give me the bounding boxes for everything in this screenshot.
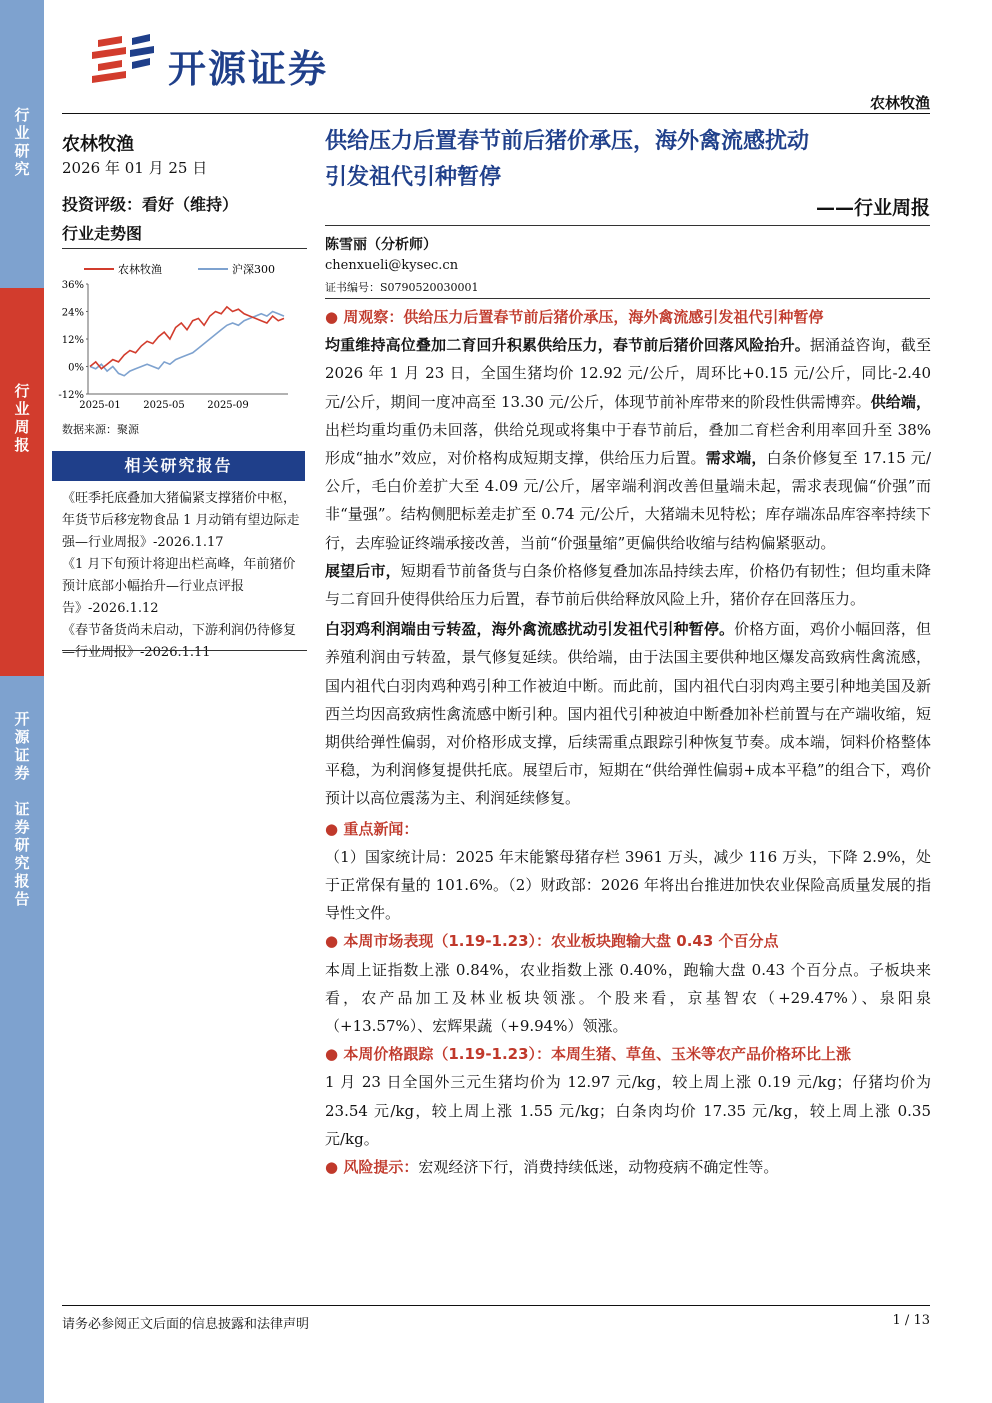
- paragraph-prices: 1 月 23 日全国外三元生猪均价为 12.97 元/kg，较上周上涨 0.19 元/kg；仔猪均价为 23.54 元/kg，较上周上涨 1.55 元/kg；白条肉均价 17.35 元/kg，较上周上涨 0.35 元/kg。: [325, 1073, 931, 1148]
- chart-source: 数据来源：聚源: [62, 423, 139, 436]
- paragraph-market: 本周上证指数上涨 0.84%，农业指数上涨 0.40%，跑输大盘 0.43 个百分点。子板块来看，农产品加工及林业板块领涨。个股来看，京基智农（+29.47%）、泉阳泉（+13.57%）、宏辉果蔬（+9.94%）领涨。: [325, 960, 931, 1036]
- side-band: [0, 0, 44, 1403]
- section-heading-risk: [325, 1153, 931, 1181]
- para-lead: 均重维持高位叠加二育回升积累供给压力，春节前后猪价回落风险抬升。: [325, 336, 810, 355]
- para-lead: 供给端，: [870, 392, 931, 411]
- investment-rating: 投资评级：看好（维持）: [62, 195, 239, 214]
- brand-mark-icon: [88, 34, 158, 88]
- page-number: 1 / 13: [892, 1313, 930, 1328]
- paragraph-outlook: [325, 557, 931, 613]
- paragraph-hog: [325, 331, 931, 557]
- x-tick-label: 2025-01: [79, 400, 121, 411]
- section-heading-market: [325, 927, 931, 955]
- side-label-industry-research: 行 业 研 究: [14, 106, 30, 178]
- side-label-weekly: 行 业 周 报: [14, 382, 30, 454]
- x-tick-label: 2025-09: [207, 400, 249, 411]
- trend-rule: [62, 248, 307, 249]
- legend-label-sector: 农林牧渔: [118, 263, 162, 276]
- y-tick-label: 36%: [61, 280, 84, 291]
- paragraph-news: （1）国家统计局：2025 年末能繁母猪存栏 3961 万头，减少 116 万头，下降 2.9%，处于正常保有量的 101.6%。（2）财政部：2026 年将出台推进加快农业保险高质量发展的指导性文件。: [325, 847, 931, 923]
- series-line-index: [90, 312, 284, 376]
- y-tick-label: 0%: [68, 362, 84, 374]
- related-report-item[interactable]: 《旺季托底叠加大猪偏紧支撑猪价中枢，年货节后移宠物食品 1 月动销有望边际走强—行业周报》-2026.1.17: [62, 491, 300, 550]
- report-subtitle: ——行业周报: [815, 197, 930, 219]
- analyst-name: 陈雪丽（分析师）: [325, 237, 437, 253]
- section-heading-text: 重点新闻：: [343, 819, 419, 838]
- sector-name: 农林牧渔: [62, 134, 134, 155]
- analyst-email[interactable]: chenxueli@kysec.cn: [325, 258, 459, 273]
- report-title-line: 引发祖代引种暂停: [325, 165, 502, 190]
- side-band-red-segment: [0, 288, 44, 676]
- bullet-icon: ●: [325, 932, 344, 951]
- title-rule: [325, 225, 930, 226]
- cert-rule: [325, 298, 930, 299]
- footer-disclaimer[interactable]: 请务必参阅正文后面的信息披露和法律声明: [62, 1317, 310, 1332]
- report-date: 2026 年 01 月 25 日: [62, 159, 208, 177]
- para-lead: 白羽鸡利润端由亏转盈，海外禽流感扰动引发祖代引种暂停。: [325, 620, 735, 639]
- paragraph-poultry: [325, 615, 931, 812]
- related-report-item[interactable]: 《1 月下旬预计将迎出栏高峰，年前猪价预计底部小幅抬升—行业点评报告》-2026.1.12: [62, 557, 296, 616]
- para-lead: 需求端，: [705, 449, 767, 468]
- related-report-item[interactable]: 《春节备货尚未启动，下游利润仍待修复—行业周报》-2026.1.11: [62, 623, 297, 660]
- related-reports-list: [62, 488, 307, 664]
- trend-chart-svg: [56, 256, 306, 416]
- report-body: [325, 303, 931, 1181]
- para-text: 据涌益咨询，截至 2026 年 1 月 23 日，全国生猪均价 12.92 元/公斤，周环比+0.15 元/公斤，同比-2.40 元/公斤，期间一度冲高至 13.30 元/公斤，体现节前补库带来的阶段性供需博弈。: [325, 336, 931, 411]
- report-title: [325, 124, 931, 196]
- para-text: 宏观经济下行，消费持续低迷，动物疫病不确定性等。: [418, 1158, 779, 1177]
- analyst-cert: 证书编号：S0790520030001: [325, 281, 479, 294]
- bullet-icon: ●: [325, 308, 344, 326]
- header-sector-tag: 农林牧渔: [869, 94, 930, 112]
- y-tick-label: -12%: [58, 390, 84, 401]
- para-text: 出栏均重均重仍未回落，供给兑现或将集中于春节前后，叠加二育栏舍利用率回升至 38%形成“抽水”效应，对价格构成短期支撑，供给压力后置。: [325, 420, 931, 468]
- report-title-line: 供给压力后置春节前后猪价承压，海外禽流感扰动: [325, 129, 810, 154]
- para-text: 价格方面，鸡价小幅回落，但养殖利润由亏转盈，景气修复延续。供给端，由于法国主要供种地区爆发高致病性禽流感，国内祖代白羽肉鸡种鸡引种工作被迫中断。而此前，国内祖代白羽肉鸡主要引种地美国及新西兰均因高致病性禽流感中断引种。国内祖代引种被迫中断叠加补栏前置与在产端收缩，短期供给弹性偏弱，对价格形成支撑，后续需重点跟踪引种恢复节奏。成本端，饲料价格整体平稳，为利润修复提供托底。展望后市，短期在“供给弹性偏弱+成本平稳”的组合下，鸡价预计以高位震荡为主、利润延续修复。: [325, 620, 931, 808]
- section-heading-text: 本周价格跟踪（1.19-1.23）：本周生猪、草鱼、玉米等农产品价格环比上涨: [343, 1045, 852, 1064]
- bullet-icon: ●: [325, 1158, 344, 1177]
- para-text: 短期看节前备货与白条价格修复叠加冻品持续去库，价格仍有韧性；但均重未降与二育回升使得供给压力后置，春节前后供给释放风险上升，猪价存在回落压力。: [325, 561, 931, 609]
- section-heading-text: 本周市场表现（1.19-1.23）：农业板块跑输大盘 0.43 个百分点: [343, 932, 779, 951]
- x-tick-label: 2025-05: [143, 400, 185, 411]
- side-label-brand: 开 源 证 券 证 券 研 究 报 告: [14, 710, 30, 908]
- y-tick-label: 24%: [61, 307, 84, 319]
- related-rule: [62, 650, 307, 651]
- para-lead: 展望后市，: [325, 561, 401, 580]
- bullet-icon: ●: [325, 1045, 344, 1064]
- trend-chart-title: 行业走势图: [62, 224, 143, 243]
- trend-chart: [56, 256, 306, 416]
- related-reports-header: 相关研究报告: [52, 451, 305, 481]
- section-heading-text: 风险提示：: [343, 1158, 419, 1177]
- section-heading-news: [325, 815, 931, 843]
- y-tick-label: 12%: [61, 335, 84, 346]
- para-text: 白条价修复至 17.15 元/公斤，毛白价差扩大至 4.09 元/公斤，屠宰端利润改善但量端未起，需求表现偏“价强”而非“量强”。结构侧肥标差走扩至 0.74 元/公斤，大猪端未见特松；库存端冻品库容率持续下行，去库验证终端承接改善，当前“价强量缩”更偏供给收缩与结构偏紧驱动。: [325, 449, 931, 552]
- brand-name: 开源证券: [168, 47, 329, 91]
- section-heading-prices: [325, 1040, 931, 1068]
- footer-rule: [62, 1305, 930, 1306]
- header-rule: [62, 113, 930, 114]
- bullet-icon: ●: [325, 819, 344, 838]
- section-heading-weekly: [325, 303, 931, 331]
- legend-label-index: 沪深300: [232, 263, 275, 276]
- section-heading-text: 周观察：供给压力后置春节前后猪价承压，海外禽流感引发祖代引种暂停: [343, 308, 824, 326]
